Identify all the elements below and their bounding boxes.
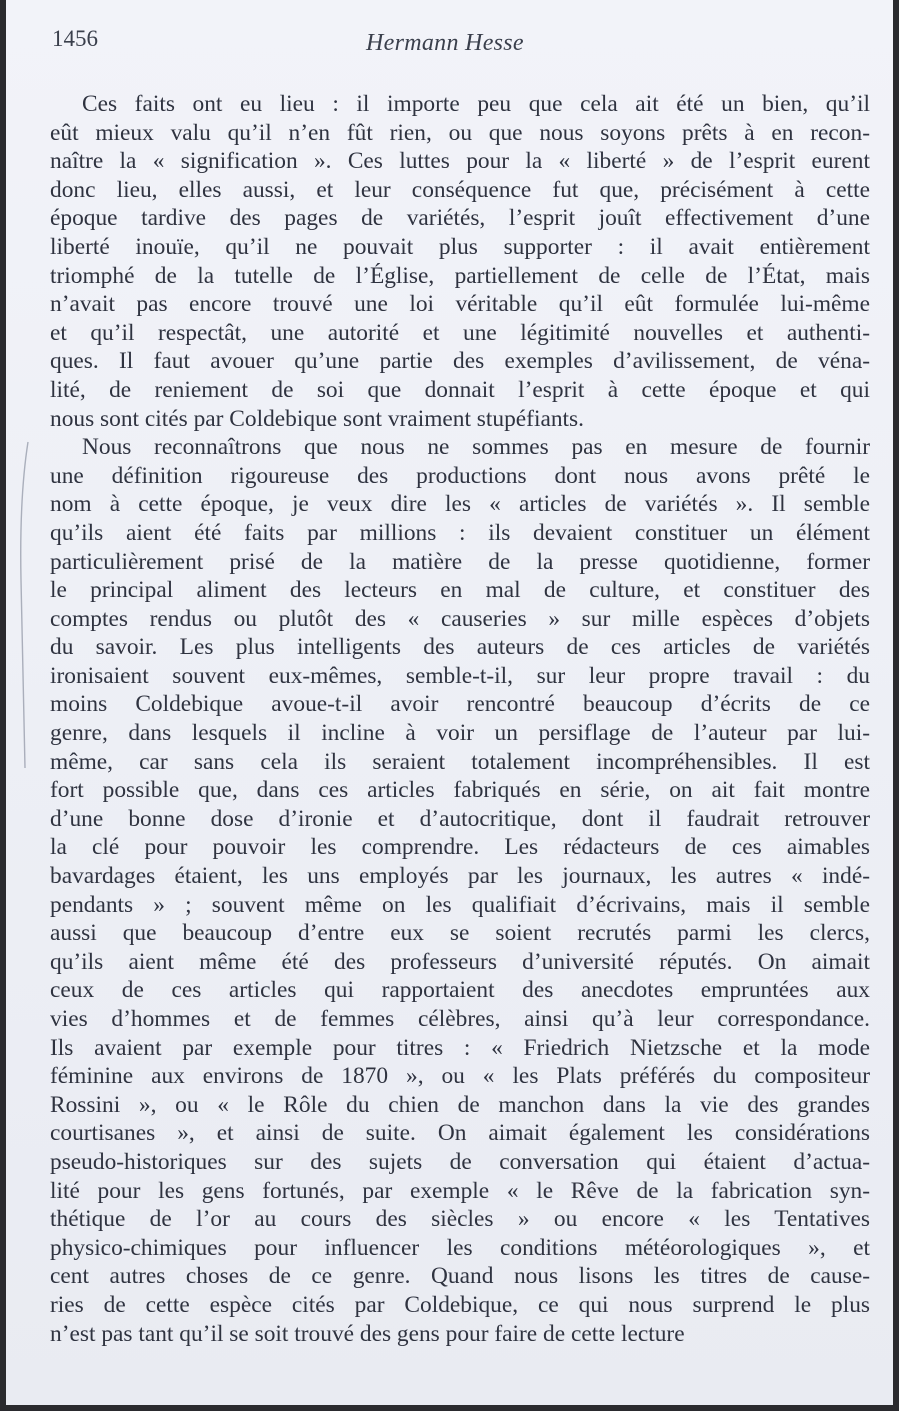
text-line: nom à cette époque, je veux dire les « articles de variétés ». Il semble (50, 491, 870, 518)
text-line: la clé pour pouvoir les comprendre. Les rédacteurs de ces aimables (50, 834, 870, 861)
text-line: une définition rigoureuse des productions dont nous avons prêté le (50, 462, 870, 489)
text-line: nous sont cités par Coldebique sont vraiment stupéfiants. (50, 405, 584, 432)
pencil-margin-mark-icon (16, 440, 36, 770)
text-line: Ces faits ont eu lieu : il importe peu que cela ait été un bien, qu’il (82, 91, 870, 117)
text-line: du savoir. Les plus intelligents des auteurs de ces articles de variétés (50, 634, 870, 661)
text-line: Rossini », ou « le Rôle du chien de manchon dans la vie des grandes (50, 1091, 870, 1118)
book-page (6, 0, 893, 1405)
text-line: Nous reconnaîtrons que nous ne sommes pas en mesure de fournir (82, 434, 870, 461)
text-line: comptes rendus ou plutôt des « causeries » sur mille espèces d’objets (50, 605, 870, 632)
text-line: particulièrement prisé de la matière de la presse quotidienne, former (50, 548, 870, 575)
paragraph (50, 433, 870, 1348)
text-line: vies d’hommes et de femmes célèbres, ainsi qu’à leur correspondance. (50, 1006, 870, 1032)
text-line: époque tardive des pages de variétés, l’esprit jouît effectivement d’une (50, 205, 870, 232)
text-line: d’une bonne dose d’ironie et d’autocritique, dont il faudrait retrouver (50, 805, 870, 832)
text-line: aussi que beaucoup d’entre eux se soient recrutés parmi les clercs, (50, 920, 870, 947)
text-line: lité, de reniement de soi que donnait l’esprit à cette époque et qui (50, 376, 870, 403)
text-line: ries de cette espèce cités par Coldebique, ce qui nous surprend le plus (50, 1291, 870, 1318)
text-line: thétique de l’or au cours des siècles » ou encore « les Tentatives (50, 1206, 870, 1233)
text-line: n’avait pas encore trouvé une loi véritable qu’il eût formulée lui-même (50, 291, 870, 318)
text-line: n’est pas tant qu’il se soit trouvé des gens pour faire de cette lecture (50, 1320, 685, 1347)
text-line: eût mieux valu qu’il n’en fût rien, ou que nous soyons prêts à en recon- (50, 119, 870, 146)
text-line: féminine aux environs de 1870 », ou « les Plats préférés du compositeur (50, 1063, 870, 1090)
text-line: physico-chimiques pour influencer les conditions météorologiques », et (50, 1234, 870, 1261)
running-head-author: Hermann Hesse (366, 30, 524, 56)
text-line: lité pour les gens fortunés, par exemple « le Rêve de la fabrication syn- (50, 1177, 870, 1204)
text-line: naître la « signification ». Ces luttes pour la « liberté » de l’esprit eurent (50, 148, 870, 175)
text-line: ironisaient souvent eux-mêmes, semble-t-il, sur leur propre travail : du (50, 662, 870, 689)
text-line: ceux de ces articles qui rapportaient des anecdotes empruntées aux (50, 977, 870, 1004)
text-line: liberté inouïe, qu’il ne pouvait plus supporter : il avait entièrement (50, 233, 870, 260)
text-line: et qu’il respectât, une autorité et une légitimité nouvelles et authenti- (50, 319, 870, 346)
text-line: fort possible que, dans ces articles fabriqués en série, on ait fait montre (50, 777, 870, 804)
page-number: 1456 (52, 26, 98, 51)
text-line: courtisanes », et ainsi de suite. On aimait également les considérations (50, 1120, 870, 1147)
text-line: triomphé de la tutelle de l’Église, partiellement de celle de l’État, mais (50, 262, 870, 289)
text-line: même, car sans cela ils seraient totalement incompréhensibles. Il est (50, 748, 870, 775)
text-line: pendants » ; souvent même on les qualifiait d’écrivains, mais il semble (50, 891, 870, 918)
paragraph (50, 90, 870, 433)
text-line: moins Coldebique avoue-t-il avoir rencontré beaucoup d’écrits de ce (50, 691, 870, 718)
body-text (50, 90, 870, 1348)
text-line: ques. Il faut avouer qu’une partie des exemples d’avilissement, de véna- (50, 348, 870, 375)
text-line: qu’ils aient même été des professeurs d’université réputés. On aimait (50, 948, 870, 975)
text-line: genre, dans lesquels il incline à voir un persiflage de l’auteur par lui- (50, 720, 870, 747)
text-line: le principal aliment des lecteurs en mal de culture, et constituer des (50, 577, 870, 604)
running-head (6, 26, 893, 62)
text-line: pseudo-historiques sur des sujets de conversation qui étaient d’actua- (50, 1148, 870, 1175)
text-line: bavardages étaient, les uns employés par les journaux, les autres « indé- (50, 863, 870, 890)
text-line: qu’ils aient été faits par millions : ils devaient constituer un élément (50, 519, 870, 546)
text-line: cent autres choses de ce genre. Quand nous lisons les titres de cause- (50, 1263, 870, 1290)
text-line: donc lieu, elles aussi, et leur conséquence fut que, précisément à cette (50, 176, 870, 203)
text-line: Ils avaient par exemple pour titres : « Friedrich Nietzsche et la mode (50, 1034, 870, 1061)
